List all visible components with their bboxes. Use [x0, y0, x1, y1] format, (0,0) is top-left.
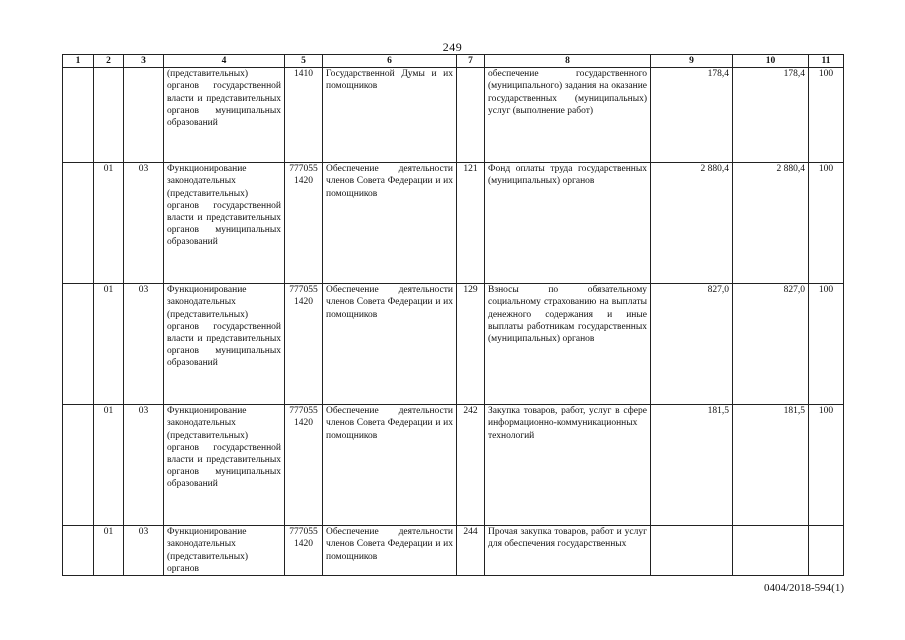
expense-type-cell	[457, 68, 485, 163]
table-row	[63, 284, 844, 405]
percent-cell: 100	[809, 163, 844, 284]
subsection-cell: 03	[124, 284, 164, 405]
expense-type-name-cell: Взносы по обязательному социальному страхованию на выплаты денежного содержания и иные выплаты работникам государственных (муниципальных) органов	[485, 284, 651, 405]
percent-cell: 100	[809, 68, 844, 163]
table-row	[63, 526, 844, 576]
expense-type-name-cell: Закупка товаров, работ, услуг в сфере информационно-коммуникационных технологий	[485, 405, 651, 526]
section-cell: 01	[94, 284, 124, 405]
target-article-name-cell: Обеспечение деятельности членов Совета Федерации и их помощников	[323, 284, 457, 405]
target-article-cell: 777055 1420	[285, 526, 323, 576]
section-cell: 01	[94, 405, 124, 526]
column-header: 5	[285, 55, 323, 68]
section-cell: 01	[94, 163, 124, 284]
table-header-row	[63, 55, 844, 68]
expense-type-cell: 242	[457, 405, 485, 526]
amount-cell	[651, 526, 733, 576]
section-name-cell: Функционирование законодательных (представительных) органов государственной власти и представительных органов муниципальных образований	[164, 284, 285, 405]
section-name-cell: (представительных) органов государственной власти и представительных органов муниципальных образований	[164, 68, 285, 163]
target-article-name-cell: Обеспечение деятельности членов Совета Федерации и их помощников	[323, 405, 457, 526]
target-article-cell: 777055 1420	[285, 163, 323, 284]
expense-type-name-cell: обеспечение государственного (муниципального) задания на оказание государственных (муниципальных) услуг (выполнение работ)	[485, 68, 651, 163]
executed-amount-cell: 2 880,4	[733, 163, 809, 284]
column-header: 11	[809, 55, 844, 68]
column-header: 10	[733, 55, 809, 68]
section-cell: 01	[94, 526, 124, 576]
target-article-cell: 777055 1420	[285, 405, 323, 526]
executed-amount-cell: 827,0	[733, 284, 809, 405]
subsection-cell: 03	[124, 405, 164, 526]
subsection-cell: 03	[124, 163, 164, 284]
section-name-cell: Функционирование законодательных (представительных) органов	[164, 526, 285, 576]
row-number-cell	[63, 405, 94, 526]
target-article-name-cell: Обеспечение деятельности членов Совета Федерации и их помощников	[323, 526, 457, 576]
expense-type-name-cell: Прочая закупка товаров, работ и услуг для обеспечения государственных	[485, 526, 651, 576]
expense-type-cell: 121	[457, 163, 485, 284]
column-header: 7	[457, 55, 485, 68]
section-name-cell: Функционирование законодательных (представительных) органов государственной власти и представительных органов муниципальных образований	[164, 163, 285, 284]
executed-amount-cell: 178,4	[733, 68, 809, 163]
subsection-cell: 03	[124, 526, 164, 576]
executed-amount-cell	[733, 526, 809, 576]
amount-cell: 2 880,4	[651, 163, 733, 284]
document-number: 0404/2018-594(1)	[763, 582, 844, 594]
amount-cell: 178,4	[651, 68, 733, 163]
target-article-name-cell: Государственной Думы и их помощников	[323, 68, 457, 163]
expense-type-cell: 129	[457, 284, 485, 405]
page-number: 249	[442, 40, 463, 54]
column-header: 2	[94, 55, 124, 68]
table-row	[63, 163, 844, 284]
row-number-cell	[63, 163, 94, 284]
executed-amount-cell: 181,5	[733, 405, 809, 526]
section-cell	[94, 68, 124, 163]
expense-type-name-cell: Фонд оплаты труда государственных (муниципальных) органов	[485, 163, 651, 284]
column-header: 9	[651, 55, 733, 68]
subsection-cell	[124, 68, 164, 163]
row-number-cell	[63, 68, 94, 163]
target-article-cell: 777055 1420	[285, 284, 323, 405]
column-header: 3	[124, 55, 164, 68]
column-header: 1	[63, 55, 94, 68]
amount-cell: 827,0	[651, 284, 733, 405]
row-number-cell	[63, 526, 94, 576]
percent-cell	[809, 526, 844, 576]
percent-cell: 100	[809, 405, 844, 526]
budget-table	[62, 54, 844, 576]
section-name-cell: Функционирование законодательных (представительных) органов государственной власти и представительных органов муниципальных образований	[164, 405, 285, 526]
column-header: 6	[323, 55, 457, 68]
percent-cell: 100	[809, 284, 844, 405]
column-header: 8	[485, 55, 651, 68]
target-article-cell: 1410	[285, 68, 323, 163]
amount-cell: 181,5	[651, 405, 733, 526]
expense-type-cell: 244	[457, 526, 485, 576]
table-row	[63, 405, 844, 526]
table-row	[63, 68, 844, 163]
row-number-cell	[63, 284, 94, 405]
column-header: 4	[164, 55, 285, 68]
target-article-name-cell: Обеспечение деятельности членов Совета Федерации и их помощников	[323, 163, 457, 284]
